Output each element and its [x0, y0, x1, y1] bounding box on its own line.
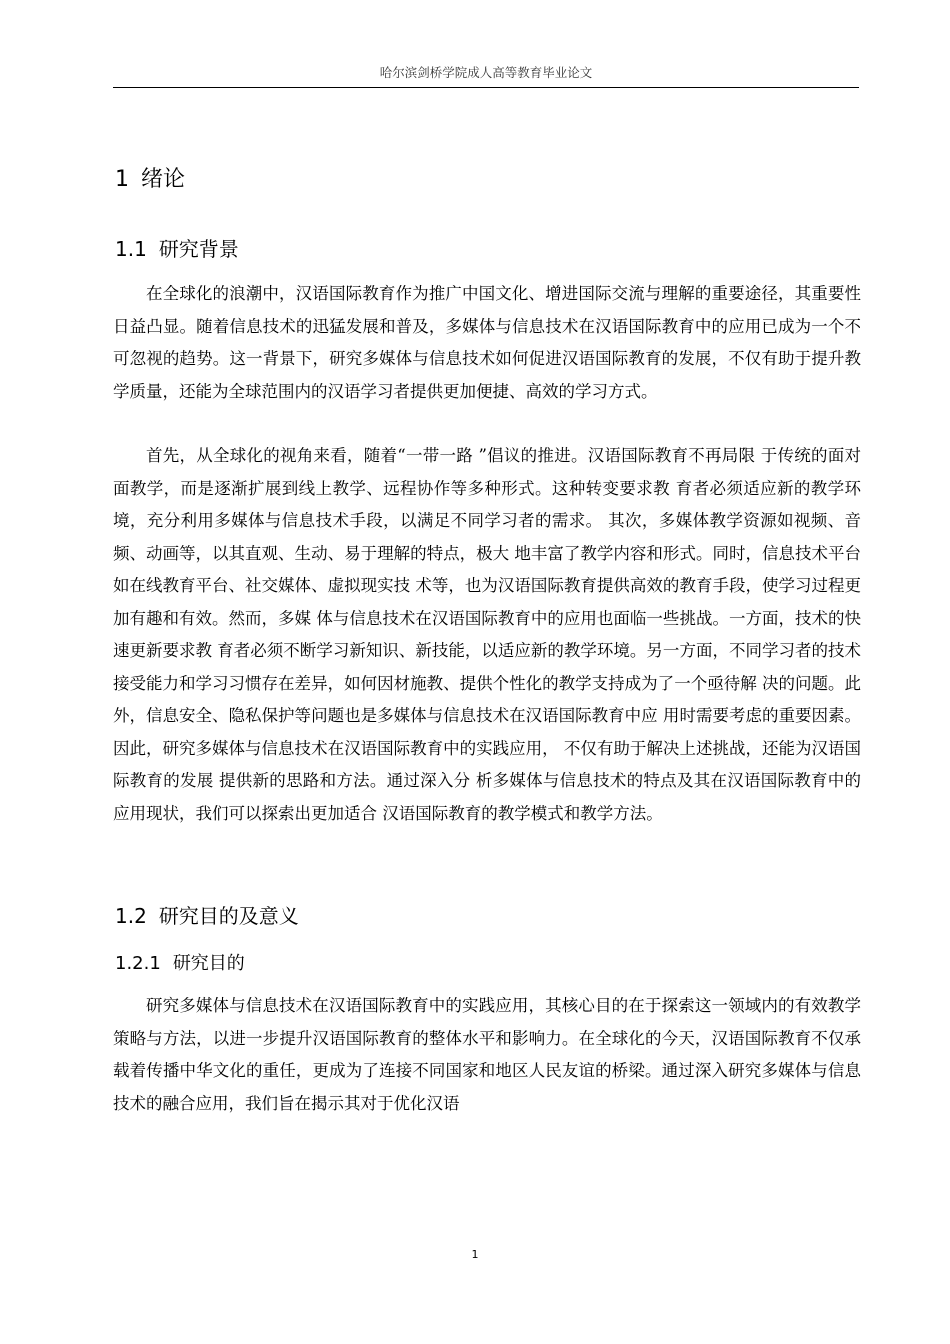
- section-title: 绪论: [141, 167, 186, 192]
- header-divider: [113, 87, 859, 88]
- section-number: 1.2: [115, 904, 147, 928]
- body-paragraph: 首先，从全球化的视角来看，随着“一带一路 ”倡议的推进。汉语国际教育不再局限 于传统的面对面教学，而是逐渐扩展到线上教学、远程协作等多种形式。这种转变要求教 育者必须适应新的教学环境，充分利用多媒体与信息技术手段，以满足不同学习者的需求。 其次，多媒体教学资源如视频、音频、动画等，以其直观、生动、易于理解的特点，极大 地丰富了教学内容和形式。同时，信息技术平台如在线教育平台、社交媒体、虚拟现实技 术等，也为汉语国际教育提供高效的教育手段，使学习过程更加有趣和有效。然而，多媒 体与信息技术在汉语国际教育中的应用也面临一些挑战。一方面，技术的快速更新要求教 育者必须不断学习新知识、新技能，以适应新的教学环境。另一方面，不同学习者的技术 接受能力和学习习惯存在差异，如何因材施教、提供个性化的教学支持成为了一个亟待解 决的问题。此外，信息安全、隐私保护等问题也是多媒体与信息技术在汉语国际教育中应 用时需要考虑的重要因素。因此，研究多媒体与信息技术在汉语国际教育中的实践应用， 不仅有助于解决上述挑战，还能为汉语国际教育的发展 提供新的思路和方法。通过深入分 析多媒体与信息技术的特点及其在汉语国际教育中的应用现状，我们可以探索出更加适合 汉语国际教育的教学模式和教学方法。: [113, 446, 861, 823]
- section-title: 研究背景: [158, 237, 239, 261]
- section-number: 1.1: [115, 237, 147, 261]
- section-heading-1-2: [115, 903, 299, 929]
- section-title: 研究目的: [172, 953, 245, 974]
- section-heading-1-2-1: [115, 952, 245, 976]
- section-number: 1.2.1: [115, 953, 161, 974]
- section-number: 1: [115, 167, 129, 192]
- body-paragraph: 研究多媒体与信息技术在汉语国际教育中的实践应用，其核心目的在于探索这一领域内的有效教学策略与方法，以进一步提升汉语国际教育的整体水平和影响力。在全球化的今天，汉语国际教育不仅承载着传播中华文化的重任，更成为了连接不同国家和地区人民友谊的桥梁。通过深入研究多媒体与信息技术的融合应用，我们旨在揭示其对于优化汉语: [113, 996, 861, 1113]
- section-heading-1: [115, 166, 185, 194]
- section-title: 研究目的及意义: [158, 904, 299, 928]
- body-paragraph: 在全球化的浪潮中，汉语国际教育作为推广中国文化、增进国际交流与理解的重要途径，其重要性日益凸显。随着信息技术的迅猛发展和普及，多媒体与信息技术在汉语国际教育中的应用已成为一个不可忽视的趋势。这一背景下，研究多媒体与信息技术如何促进汉语国际教育的发展，不仅有助于提升教学质量，还能为全球范围内的汉语学习者提供更加便捷、高效的学习方式。: [113, 284, 861, 401]
- section-heading-1-1: [115, 236, 239, 262]
- running-header: 哈尔滨剑桥学院成人高等教育毕业论文: [379, 65, 593, 80]
- page-number: 1: [471, 1248, 479, 1261]
